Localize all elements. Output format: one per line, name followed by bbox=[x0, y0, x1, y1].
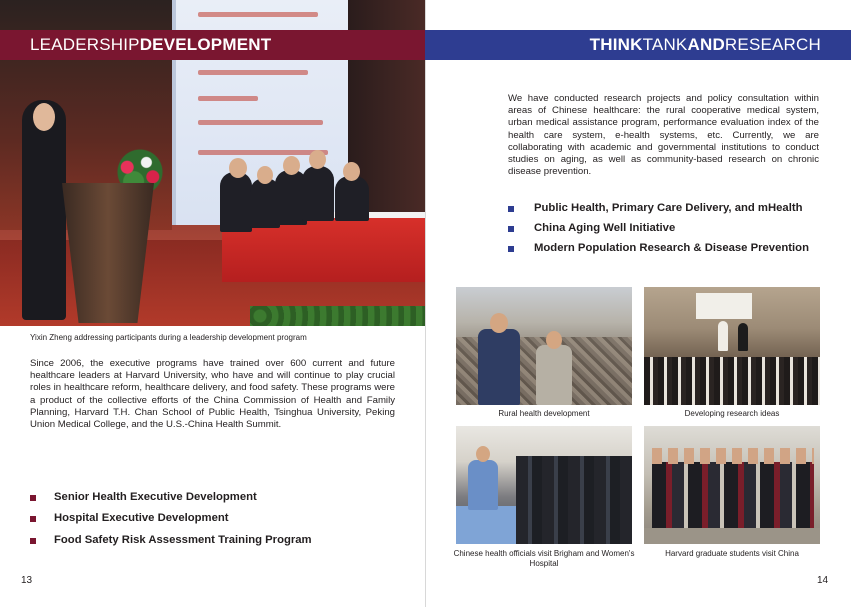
program-list bbox=[30, 491, 312, 555]
photo-caption: Harvard graduate students visit China bbox=[665, 549, 799, 558]
bullet-square-icon bbox=[30, 538, 36, 544]
list-item: Senior Health Executive Development bbox=[30, 491, 312, 503]
header-thin-text: LEADERSHIP bbox=[30, 35, 140, 54]
photo-caption: Developing research ideas bbox=[684, 409, 780, 418]
photo-caption: Rural health development bbox=[498, 409, 590, 418]
bullet-square-icon bbox=[508, 206, 514, 212]
research-ideas-photo bbox=[644, 287, 820, 405]
left-page bbox=[0, 0, 425, 607]
hospital-visit-photo bbox=[456, 426, 632, 544]
list-item: Public Health, Primary Care Delivery, and mHealth bbox=[508, 202, 809, 214]
leadership-development-header bbox=[0, 30, 425, 60]
list-item: China Aging Well Initiative bbox=[508, 222, 809, 234]
page-number-right: 14 bbox=[817, 575, 829, 586]
photo-caption: Chinese health officials visit Brigham and Women's Hospital bbox=[453, 549, 635, 568]
bullet-square-icon bbox=[508, 226, 514, 232]
bullet-square-icon bbox=[508, 246, 514, 252]
list-item: Hospital Executive Development bbox=[30, 512, 312, 524]
think-tank-research-header: THINK TANK AND RESEARCH bbox=[425, 30, 851, 60]
research-areas-list bbox=[508, 202, 809, 262]
bullet-square-icon bbox=[30, 495, 36, 501]
students-china-photo bbox=[644, 426, 820, 544]
page-spine bbox=[425, 0, 426, 607]
bullet-square-icon bbox=[30, 516, 36, 522]
speaker bbox=[22, 100, 66, 320]
list-item: Modern Population Research & Disease Prevention bbox=[508, 242, 809, 254]
list-item: Food Safety Risk Assessment Training Program bbox=[30, 534, 312, 546]
research-paragraph: We have conducted research projects and policy consultation within areas of Chinese healthcare: the rural cooperative medical system, urban medical assistance program, performance evaluation index of the health care system, e-health systems, etc. Currently, we are collaborating with academic and governmental institutions to conduct studies on aging, as well as community-based research on chronic disease prevention. bbox=[508, 93, 819, 178]
page-number-left: 13 bbox=[21, 575, 33, 586]
executive-programs-paragraph: Since 2006, the executive programs have trained over 600 current and future healthcare leaders at Harvard University, who have and will continue to play crucial roles in healthcare reform, healthcare delivery, and food safety. These programs were a product of the collective efforts of the China Commission of Health and Family Planning, Harvard T.H. Chan School of Public Health, Tsinghua University, Peking Union Medical College, and the U.S.-China Health Summit. bbox=[30, 358, 395, 431]
rural-health-photo bbox=[456, 287, 632, 405]
header-bold-text: DEVELOPMENT bbox=[139, 35, 272, 54]
photo-caption: Yixin Zheng addressing participants during a leadership development program bbox=[30, 333, 307, 342]
